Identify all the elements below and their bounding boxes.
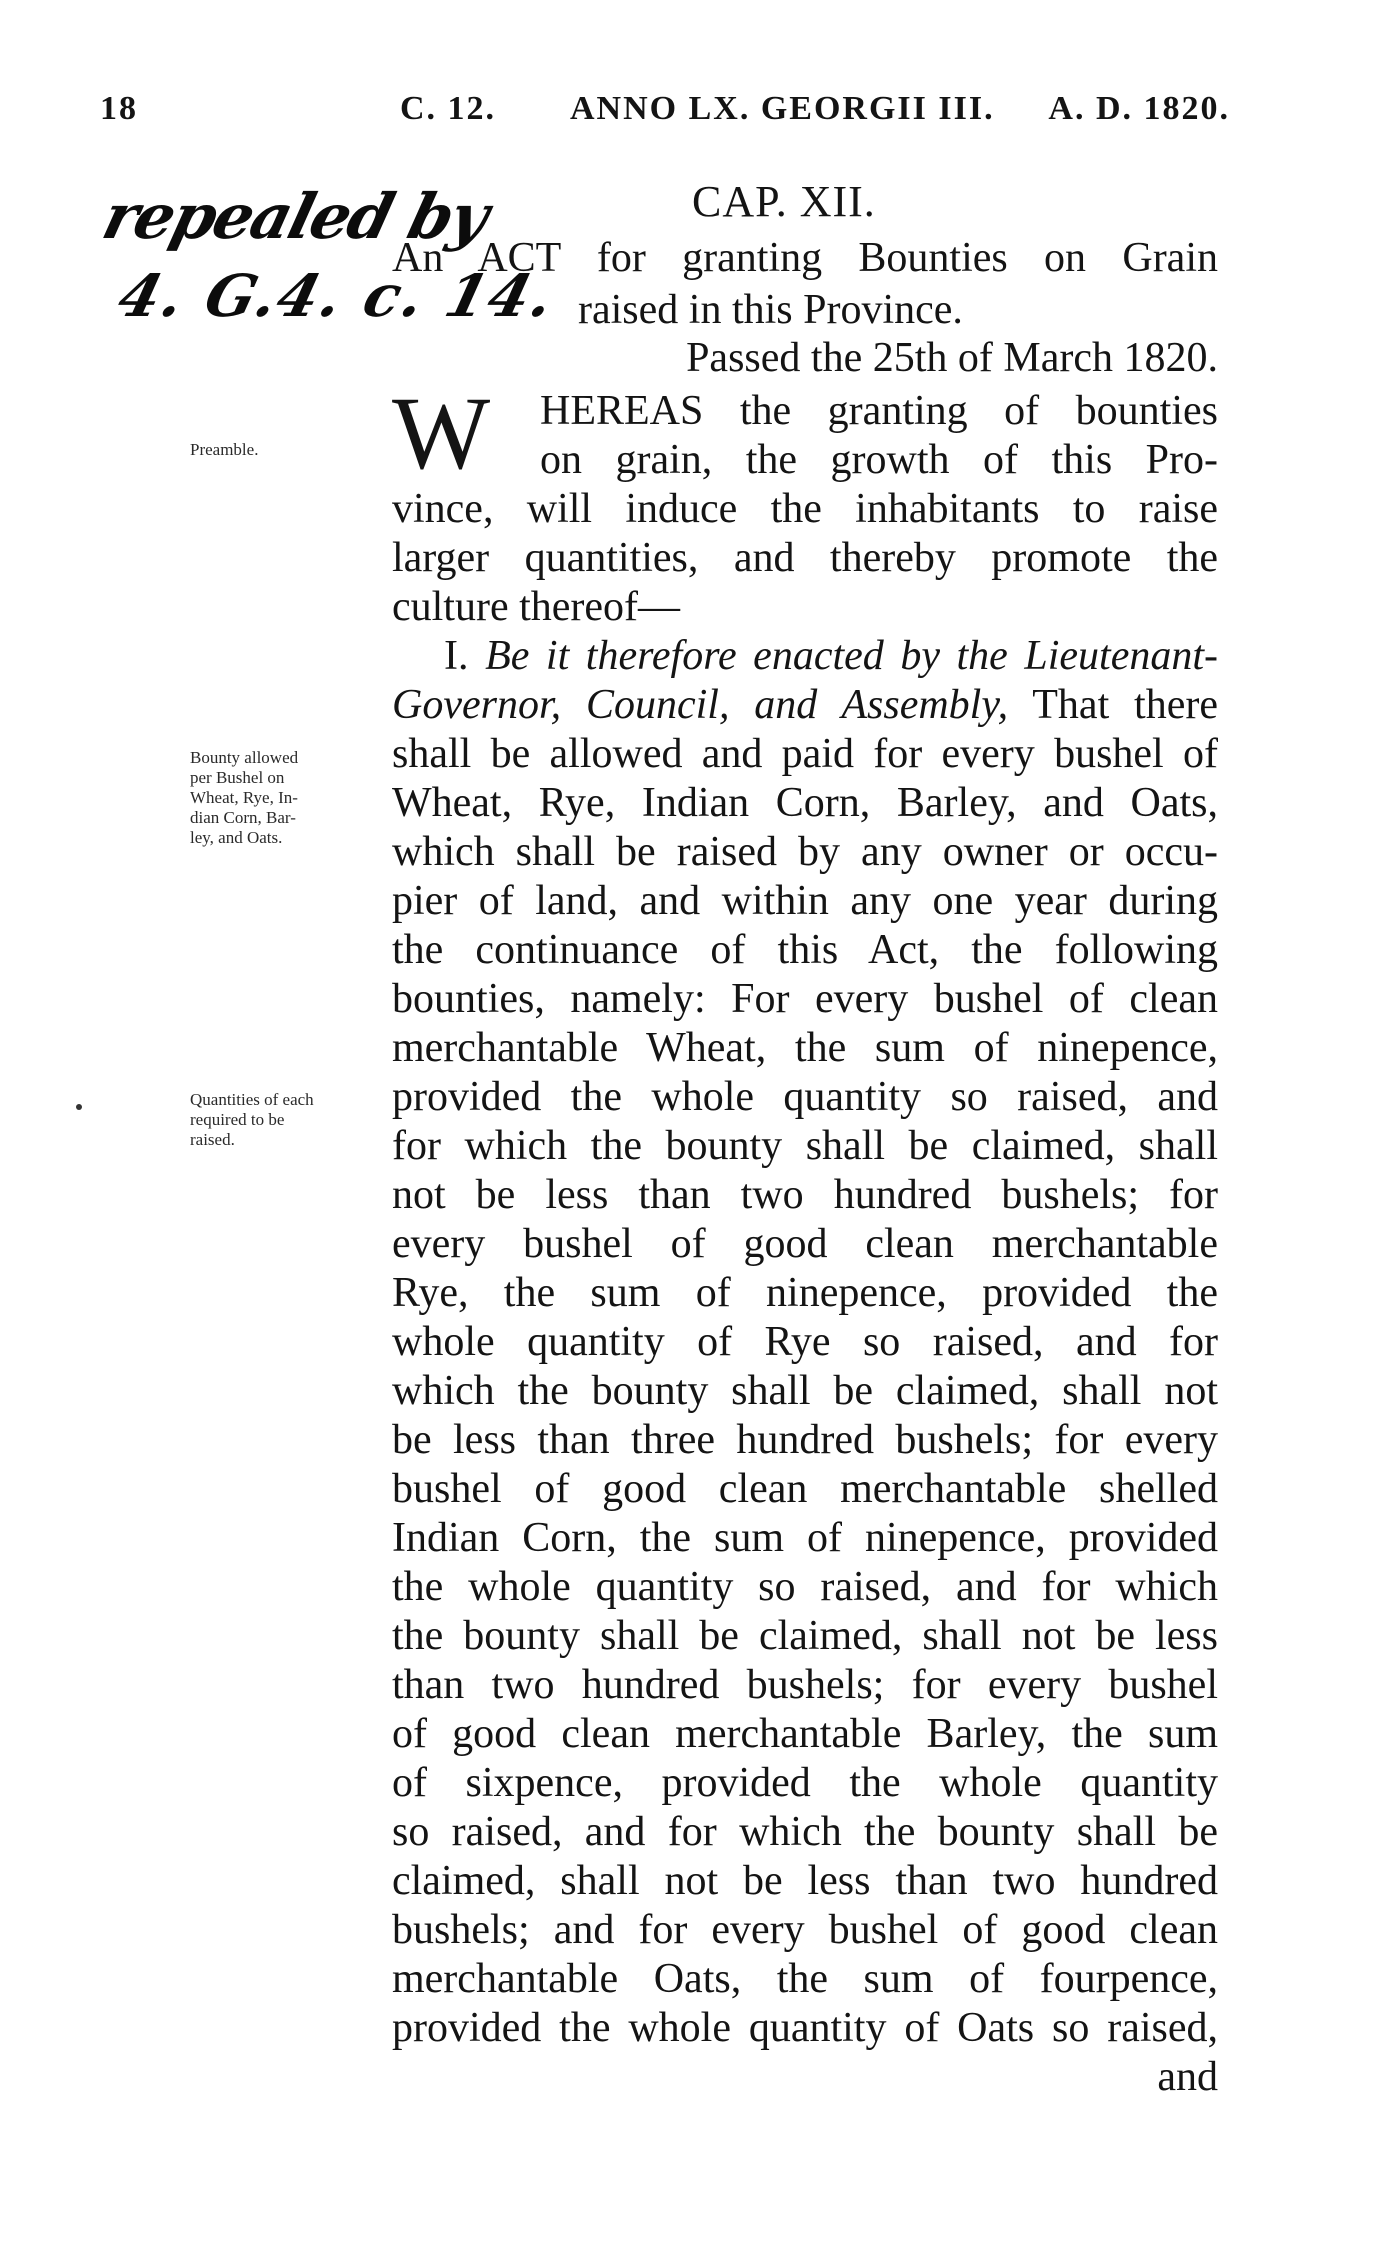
preamble-line: HEREAS the granting of bounties: [540, 388, 1218, 434]
body-line: of sixpence, provided the whole quantity: [392, 1760, 1218, 1806]
enacting-clause-line-1: [392, 632, 1218, 681]
body-line: than two hundred bushels; for every bushel: [392, 1662, 1218, 1708]
body-line: for which the bounty shall be claimed, shall: [392, 1123, 1218, 1169]
margin-note-text: Preamble.: [190, 440, 259, 459]
regnal-year: ANNO LX. GEORGII III.: [570, 90, 995, 127]
body-line: bushel of good clean merchantable shelled: [392, 1466, 1218, 1512]
body-line: Indian Corn, the sum of ninepence, provided: [392, 1515, 1218, 1561]
margin-note-quantities: [190, 1090, 380, 1150]
preamble-line: culture thereof—: [392, 584, 681, 630]
stray-mark: [76, 1104, 82, 1110]
body-line: Rye, the sum of ninepence, provided the: [392, 1270, 1218, 1316]
body-line: be less than three hundred bushels; for every: [392, 1417, 1218, 1463]
body-line: which shall be raised by any owner or occu-: [392, 829, 1218, 875]
body-line: the bounty shall be claimed, shall not be less: [392, 1613, 1218, 1659]
body-line: whole quantity of Rye so raised, and for: [392, 1319, 1218, 1365]
margin-note-line: Quantities of each: [190, 1090, 314, 1109]
page-number: 18: [100, 90, 138, 127]
act-title-line-1: An ACT for granting Bounties on Grain: [392, 235, 1218, 281]
body-line: shall be allowed and paid for every bushel of: [392, 731, 1218, 777]
chapter-heading: CAP. XII.: [692, 177, 876, 226]
body-line: pier of land, and within any one year during: [392, 878, 1218, 924]
enacting-clause-line-2: [392, 681, 1218, 730]
margin-note-line: ley, and Oats.: [190, 828, 283, 847]
margin-note-preamble: [190, 440, 380, 460]
handwritten-annotation-line-2: 4. G.4. c. 14.: [111, 262, 563, 330]
body-line: merchantable Oats, the sum of fourpence,: [392, 1956, 1218, 2002]
body-line: the continuance of this Act, the following: [392, 927, 1218, 973]
running-header: [100, 90, 1230, 146]
chapter-reference: C. 12.: [400, 90, 497, 127]
body-line: merchantable Wheat, the sum of ninepence,: [392, 1025, 1218, 1071]
act-title: [392, 232, 1218, 336]
handwritten-annotation-line-1: repealed by: [95, 180, 495, 253]
enacting-clause-italic: Governor, Council, and Assembly,: [392, 682, 1009, 728]
act-title-line-2: raised in this Province.: [578, 287, 963, 333]
margin-note-line: per Bushel on: [190, 768, 285, 787]
margin-note-line: Wheat, Rye, In-: [190, 788, 298, 807]
body-line: provided the whole quantity so raised, and: [392, 1074, 1218, 1120]
act-body: [392, 387, 1218, 2102]
margin-note-line: Bounty allowed: [190, 748, 299, 767]
enacting-clause-tail: That there: [1032, 682, 1218, 728]
enacting-clause-italic: Be it therefore enacted by the Lieutenant-: [485, 633, 1219, 679]
preamble-line: vince, will induce the inhabitants to raise: [392, 486, 1218, 532]
body-line: bounties, namely: For every bushel of clean: [392, 976, 1218, 1022]
body-line: Wheat, Rye, Indian Corn, Barley, and Oats,: [392, 780, 1218, 826]
body-line: not be less than two hundred bushels; for: [392, 1172, 1218, 1218]
preamble-line: on grain, the growth of this Pro-: [540, 437, 1218, 483]
body-line: claimed, shall not be less than two hundred: [392, 1858, 1218, 1904]
calendar-year: A. D. 1820.: [1048, 90, 1230, 127]
body-line: every bushel of good clean merchantable: [392, 1221, 1218, 1267]
body-line: provided the whole quantity of Oats so raised,: [392, 2005, 1218, 2051]
body-line: so raised, and for which the bounty shall be: [392, 1809, 1218, 1855]
margin-note-line: raised.: [190, 1130, 235, 1149]
margin-note-line: dian Corn, Bar-: [190, 808, 296, 827]
section-number: I.: [444, 633, 469, 679]
passed-date: Passed the 25th of March 1820.: [686, 335, 1218, 381]
preamble-line: larger quantities, and thereby promote the: [392, 535, 1218, 581]
body-line: which the bounty shall be claimed, shall not: [392, 1368, 1218, 1414]
body-line: the whole quantity so raised, and for which: [392, 1564, 1218, 1610]
body-line: of good clean merchantable Barley, the sum: [392, 1711, 1218, 1757]
margin-note-bounty: [190, 748, 380, 848]
margin-note-line: required to be: [190, 1110, 285, 1129]
body-line: bushels; and for every bushel of good clean: [392, 1907, 1218, 1953]
drop-cap: W: [392, 376, 491, 491]
catchword: and: [1157, 2054, 1218, 2100]
